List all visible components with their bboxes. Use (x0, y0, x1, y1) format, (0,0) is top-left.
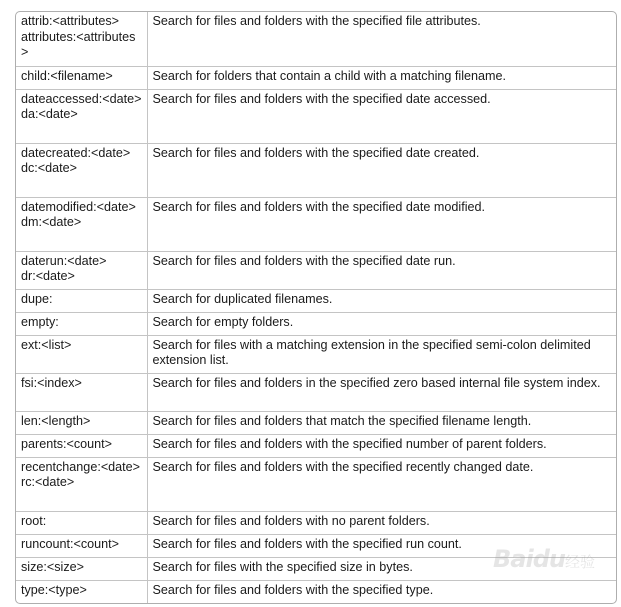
syntax-cell (16, 197, 147, 251)
description-cell: Search for files and folders that match the specified filename length. (147, 411, 616, 434)
syntax-cell (16, 12, 147, 66)
syntax-command: child:<filename> (21, 68, 113, 83)
description-cell: Search for files and folders with the specified file attributes. (147, 12, 616, 66)
syntax-command: root: (21, 513, 47, 528)
table-row (16, 411, 616, 434)
table-row (16, 143, 616, 197)
table-row (16, 534, 616, 557)
syntax-command: daterun:<date> (21, 253, 107, 268)
description-cell: Search for files and folders with the specified date accessed. (147, 89, 616, 143)
table-body (16, 12, 616, 603)
table-row (16, 335, 616, 373)
syntax-command: datecreated:<date> (21, 145, 131, 160)
syntax-cell (16, 289, 147, 312)
syntax-command: recentchange:<date> (21, 459, 141, 474)
syntax-command: dateaccessed:<date> (21, 91, 142, 106)
description-cell: Search for empty folders. (147, 312, 616, 335)
description-cell: Search for files and folders with the specified date created. (147, 143, 616, 197)
watermark-sub: 经验 (564, 553, 595, 571)
syntax-cell (16, 557, 147, 580)
table-row (16, 580, 616, 603)
syntax-cell (16, 66, 147, 89)
syntax-command: type:<type> (21, 582, 87, 597)
table-row (16, 66, 616, 89)
table-row (16, 289, 616, 312)
syntax-command: dupe: (21, 291, 53, 306)
syntax-command: attrib:<attributes> (21, 14, 120, 28)
description-cell: Search for files and folders with the specified run count. (147, 534, 616, 557)
table-row (16, 373, 616, 411)
syntax-command: attributes:<attributes> (21, 29, 136, 59)
syntax-command: empty: (21, 314, 59, 329)
syntax-command: rc:<date> (21, 475, 75, 489)
description-cell: Search for files and folders with no parent folders. (147, 511, 616, 534)
syntax-table-frame (15, 11, 617, 604)
syntax-cell (16, 312, 147, 335)
syntax-cell (16, 511, 147, 534)
description-cell: Search for files and folders with the specified date modified. (147, 197, 616, 251)
table-row (16, 312, 616, 335)
description-cell: Search for folders that contain a child with a matching filename. (147, 66, 616, 89)
syntax-cell (16, 335, 147, 373)
table-row (16, 457, 616, 511)
syntax-cell (16, 373, 147, 411)
watermark-brand: Baidu (493, 545, 565, 573)
syntax-command: datemodified:<date> (21, 199, 136, 214)
search-syntax-table (16, 12, 616, 603)
table-row (16, 511, 616, 534)
syntax-command: size:<size> (21, 559, 84, 574)
syntax-command: len:<length> (21, 413, 91, 428)
syntax-command: dr:<date> (21, 269, 75, 283)
syntax-command: dm:<date> (21, 215, 82, 229)
table-row (16, 89, 616, 143)
syntax-cell (16, 534, 147, 557)
table-row (16, 197, 616, 251)
syntax-cell (16, 251, 147, 289)
table-row (16, 12, 616, 66)
description-cell: Search for files with the specified size in bytes. (147, 557, 616, 580)
description-cell: Search for files with a matching extension in the specified semi-colon delimited extension list. (147, 335, 616, 373)
description-cell: Search for files and folders with the specified recently changed date. (147, 457, 616, 511)
description-cell: Search for files and folders with the specified date run. (147, 251, 616, 289)
syntax-cell (16, 434, 147, 457)
description-cell: Search for files and folders in the specified zero based internal file system index. (147, 373, 616, 411)
syntax-command: fsi:<index> (21, 375, 82, 390)
description-cell: Search for duplicated filenames. (147, 289, 616, 312)
description-cell: Search for files and folders with the specified number of parent folders. (147, 434, 616, 457)
syntax-command: runcount:<count> (21, 536, 120, 551)
table-row (16, 557, 616, 580)
syntax-cell (16, 457, 147, 511)
syntax-cell (16, 89, 147, 143)
syntax-cell (16, 580, 147, 603)
syntax-command: ext:<list> (21, 337, 72, 352)
table-row (16, 434, 616, 457)
table-row (16, 251, 616, 289)
description-cell: Search for files and folders with the specified type. (152, 582, 434, 597)
syntax-cell (16, 411, 147, 434)
syntax-cell (16, 143, 147, 197)
syntax-command: dc:<date> (21, 161, 78, 175)
syntax-command: parents:<count> (21, 436, 113, 451)
syntax-command: da:<date> (21, 107, 78, 121)
